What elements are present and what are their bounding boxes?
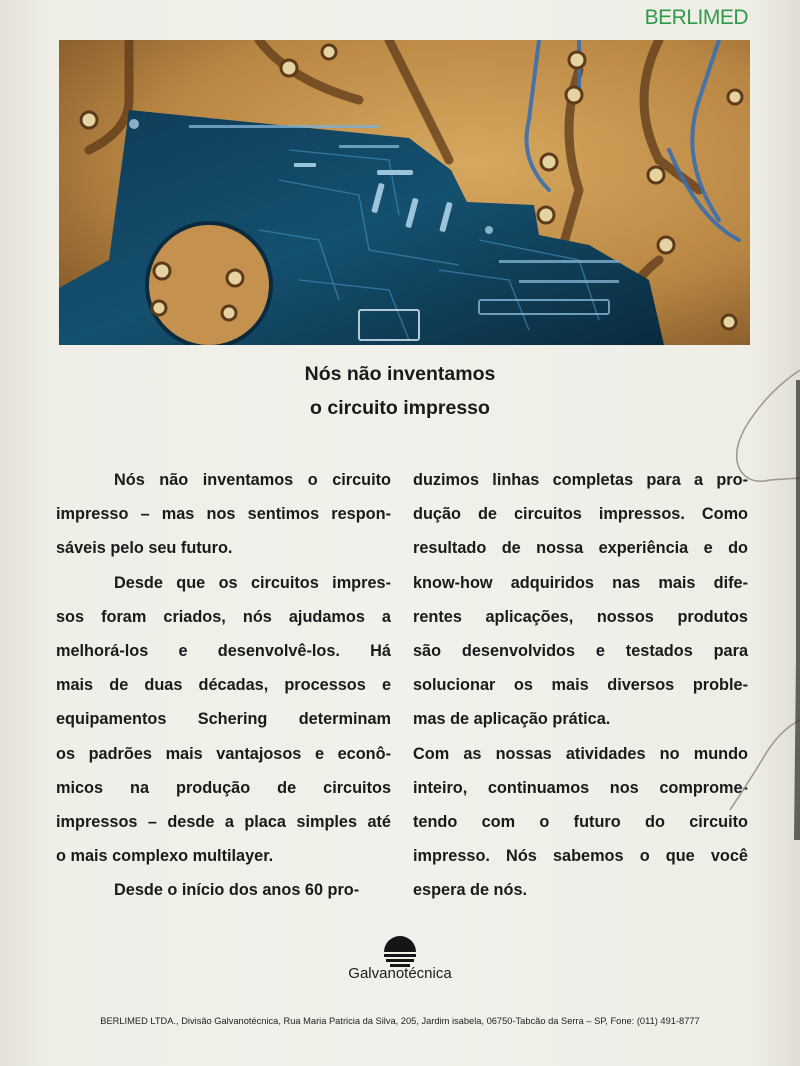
body-line: resultado de nossa experiência e do [413, 539, 748, 558]
body-line: Desde o início dos anos 60 pro- [114, 881, 360, 900]
body-line: dução de circuitos impressos. Como [413, 505, 748, 524]
body-line: solucionar os mais diversos proble- [413, 676, 748, 695]
circuit-board-illustration [59, 40, 750, 345]
footer-address: BERLIMED LTDA., Divisão Galvanotécnica, Rua Maria Patricia da Silva, 205, Jardim isabela, 06750-Tabcão da Serra – SP, Fone: (011) 491-8777 [100, 1016, 700, 1026]
body-line: rentes aplicações, nossos produtos [413, 607, 748, 626]
headline-line-1: Nós não inventamos [304, 363, 496, 385]
body-line: inteiro, continuamos nos comprome- [413, 778, 748, 797]
paper-tear-decoration [690, 360, 800, 840]
body-line: melhorá-los e desenvolvê-los. Há [56, 641, 391, 660]
body-line: Nós não inventamos o circuito [114, 471, 391, 489]
body-line: o mais complexo multilayer. [56, 847, 274, 866]
galvanotecnica-logo-icon [380, 934, 420, 968]
body-line: sáveis pelo seu futuro. [56, 539, 233, 558]
body-line: impresso. Nós sabemos o que você [413, 847, 748, 866]
body-line: Com as nossas atividades no mundo [413, 744, 748, 763]
brand-logo: BERLIMED [644, 6, 748, 29]
body-column-left [56, 463, 391, 907]
body-line: duzimos linhas completas para a pro- [413, 471, 748, 489]
body-line: sos foram criados, nós ajudamos a [56, 607, 391, 626]
body-line: mas de aplicação prática. [413, 710, 611, 729]
body-line: tendo com o futuro do circuito [413, 812, 748, 831]
body-line: micos na produção de circuitos [56, 778, 391, 797]
circuit-board-photo [59, 40, 750, 345]
logo-text: Galvanotécnica [348, 965, 452, 982]
body-line: equipamentos Schering determinam [56, 710, 391, 729]
body-line: espera de nós. [413, 881, 528, 900]
body-line: impresso – mas nos sentimos respon- [56, 505, 391, 524]
body-line: impressos – desde a placa simples até [56, 812, 391, 831]
body-line: mais de duas décadas, processos e [56, 676, 391, 695]
body-line: são desenvolvidos e testados para [413, 641, 748, 660]
body-line: know-how adquiridos nas mais dife- [413, 573, 748, 592]
body-line: os padrões mais vantajosos e econô- [56, 744, 391, 763]
body-line: Desde que os circuitos impres- [114, 573, 391, 592]
headline-line-2: o circuito impresso [310, 397, 490, 419]
